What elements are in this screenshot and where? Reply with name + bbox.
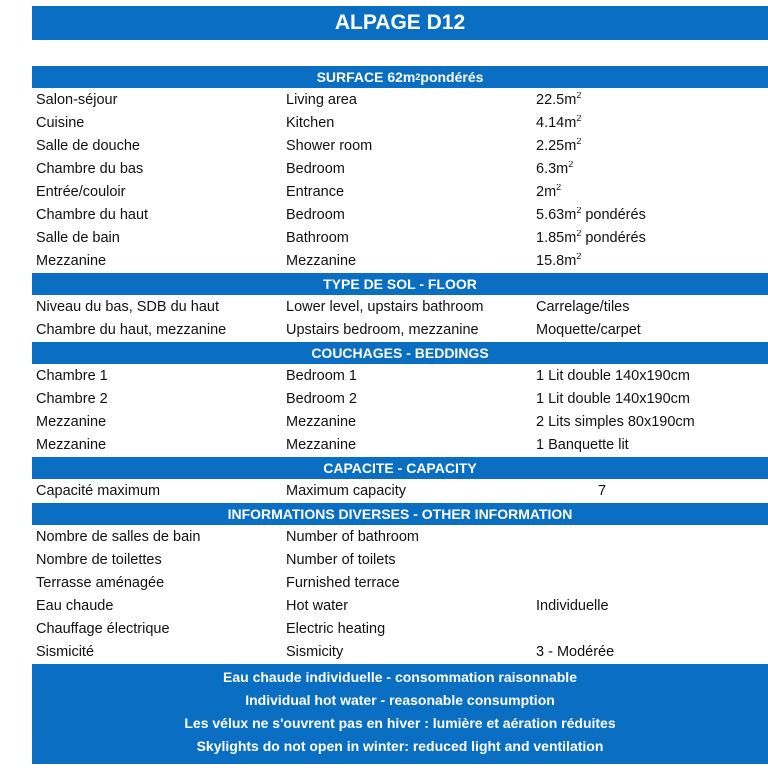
label-fr: Sismicité: [36, 643, 95, 660]
value-text: 15.8m: [536, 252, 577, 269]
table-row: [32, 548, 768, 571]
value: [536, 644, 768, 660]
table-row: [32, 318, 768, 341]
label-fr: Mezzanine: [36, 436, 107, 453]
table-row: [32, 525, 768, 548]
label-fr: Chambre 1: [36, 367, 108, 384]
value-text: 7: [597, 482, 607, 499]
page-title: ALPAGE D12: [32, 6, 768, 40]
value-text: 1.85m: [536, 229, 577, 246]
label-en: Furnished terrace: [286, 574, 400, 591]
value: [536, 483, 768, 499]
section-header-text: TYPE DE SOL - FLOOR: [323, 276, 477, 292]
value: [536, 391, 768, 407]
label-en: Bedroom: [286, 206, 345, 223]
table-row: [32, 617, 768, 640]
value-superscript: 2: [576, 114, 582, 123]
label-en: Lower level, upstairs bathroom: [286, 298, 484, 315]
value: [536, 184, 768, 200]
label-en: Kitchen: [286, 114, 335, 131]
value-text: 2 Lits simples 80x190cm: [536, 413, 695, 430]
table-row: [32, 134, 768, 157]
note-line: Individual hot water - reasonable consumption: [245, 692, 555, 708]
value-superscript: 2: [576, 206, 582, 215]
section-header-text: COUCHAGES - BEDDINGS: [311, 345, 489, 361]
label-fr: Eau chaude: [36, 597, 114, 614]
value-text: Individuelle: [536, 597, 609, 614]
table-row: [32, 571, 768, 594]
section-header-suffix: pondérés: [420, 69, 484, 85]
label-en: Bathroom: [286, 229, 349, 246]
section-header: SURFACE 62m 2 pondérés: [32, 65, 768, 88]
value-superscript: 2: [556, 183, 562, 192]
value-text: 3 - Modérée: [536, 643, 615, 660]
section-header: [32, 272, 768, 295]
info-table: [32, 65, 768, 764]
label-en: Living area: [286, 91, 357, 108]
table-row: [32, 203, 768, 226]
label-fr: Nombre de salles de bain: [36, 528, 201, 545]
value-suffix: pondérés: [581, 206, 646, 223]
value-text: 1 Lit double 140x190cm: [536, 367, 690, 384]
label-en: Number of bathroom: [286, 528, 419, 545]
label-fr: Nombre de toilettes: [36, 551, 162, 568]
value: [536, 138, 768, 154]
table-row: [32, 479, 768, 502]
label-en: Entrance: [286, 183, 345, 200]
value: [536, 230, 768, 246]
section-header-text: SURFACE 62m: [316, 69, 416, 85]
label-fr: Mezzanine: [36, 252, 107, 269]
label-fr: Salle de douche: [36, 137, 140, 154]
value-superscript: 2: [576, 229, 582, 238]
value-superscript: 2: [568, 160, 574, 169]
section-header-text: CAPACITE - CAPACITY: [323, 460, 477, 476]
value: [536, 253, 768, 269]
note-line: Eau chaude individuelle - consommation raisonnable: [223, 669, 577, 685]
label-en: Mezzanine: [286, 252, 357, 269]
value-text: 5.63m: [536, 206, 577, 223]
label-en: Shower room: [286, 137, 373, 154]
label-en: Bedroom: [286, 160, 345, 177]
note-line: Les vélux ne s'ouvrent pas en hiver : lumière et aération réduites: [184, 715, 616, 731]
value-superscript: 2: [576, 91, 582, 100]
value-superscript: 2: [576, 137, 582, 146]
value: [536, 414, 768, 430]
table-row: [32, 433, 768, 456]
value: [536, 322, 768, 338]
value: [536, 207, 768, 223]
section-header-text: INFORMATIONS DIVERSES - OTHER INFORMATION: [227, 506, 573, 522]
value: [536, 299, 768, 315]
label-fr: Niveau du bas, SDB du haut: [36, 298, 219, 315]
value-text: 1 Banquette lit: [536, 436, 629, 453]
note-line: Skylights do not open in winter: reduced light and ventilation: [196, 738, 604, 754]
table-row: [32, 157, 768, 180]
value: [536, 598, 768, 614]
table-row: [32, 295, 768, 318]
label-fr: Mezzanine: [36, 413, 107, 430]
label-en: Bedroom 2: [286, 390, 357, 407]
value-text: 1 Lit double 140x190cm: [536, 390, 690, 407]
label-en: Bedroom 1: [286, 367, 357, 384]
value-text: Moquette/carpet: [536, 321, 641, 338]
value: [536, 161, 768, 177]
section-header: [32, 341, 768, 364]
label-en: Mezzanine: [286, 413, 357, 430]
label-fr: Capacité maximum: [36, 482, 161, 499]
label-fr: Chambre du bas: [36, 160, 144, 177]
notes-footer: [32, 663, 768, 764]
label-fr: Salle de bain: [36, 229, 120, 246]
table-row: [32, 640, 768, 663]
label-fr: Chambre 2: [36, 390, 108, 407]
value: [536, 92, 768, 108]
label-fr: Cuisine: [36, 114, 85, 131]
section-header: [32, 456, 768, 479]
value-text: 6.3m: [536, 160, 569, 177]
value-text: 2.25m: [536, 137, 577, 154]
value: [536, 115, 768, 131]
table-row: [32, 594, 768, 617]
label-en: Mezzanine: [286, 436, 357, 453]
label-en: Number of toilets: [286, 551, 396, 568]
value-text: 22.5m: [536, 91, 577, 108]
section-header: [32, 502, 768, 525]
label-fr: Chauffage électrique: [36, 620, 170, 637]
label-en: Sismicity: [286, 643, 344, 660]
table-row: [32, 249, 768, 272]
table-row: [32, 410, 768, 433]
table-row: [32, 364, 768, 387]
label-en: Maximum capacity: [286, 482, 407, 499]
table-row: [32, 88, 768, 111]
label-fr: Salon-séjour: [36, 91, 118, 108]
value-text: 2m: [536, 183, 557, 200]
table-row: [32, 226, 768, 249]
value: [536, 437, 768, 453]
value-text: Carrelage/tiles: [536, 298, 630, 315]
value-suffix: pondérés: [581, 229, 646, 246]
value-text: 4.14m: [536, 114, 577, 131]
table-row: [32, 111, 768, 134]
label-fr: Chambre du haut, mezzanine: [36, 321, 227, 338]
label-en: Hot water: [286, 597, 349, 614]
label-en: Upstairs bedroom, mezzanine: [286, 321, 479, 338]
value-superscript: 2: [576, 252, 582, 261]
label-fr: Entrée/couloir: [36, 183, 126, 200]
table-row: [32, 180, 768, 203]
label-fr: Terrasse aménagée: [36, 574, 165, 591]
value: [536, 368, 768, 384]
label-fr: Chambre du haut: [36, 206, 149, 223]
label-en: Electric heating: [286, 620, 386, 637]
table-row: [32, 387, 768, 410]
